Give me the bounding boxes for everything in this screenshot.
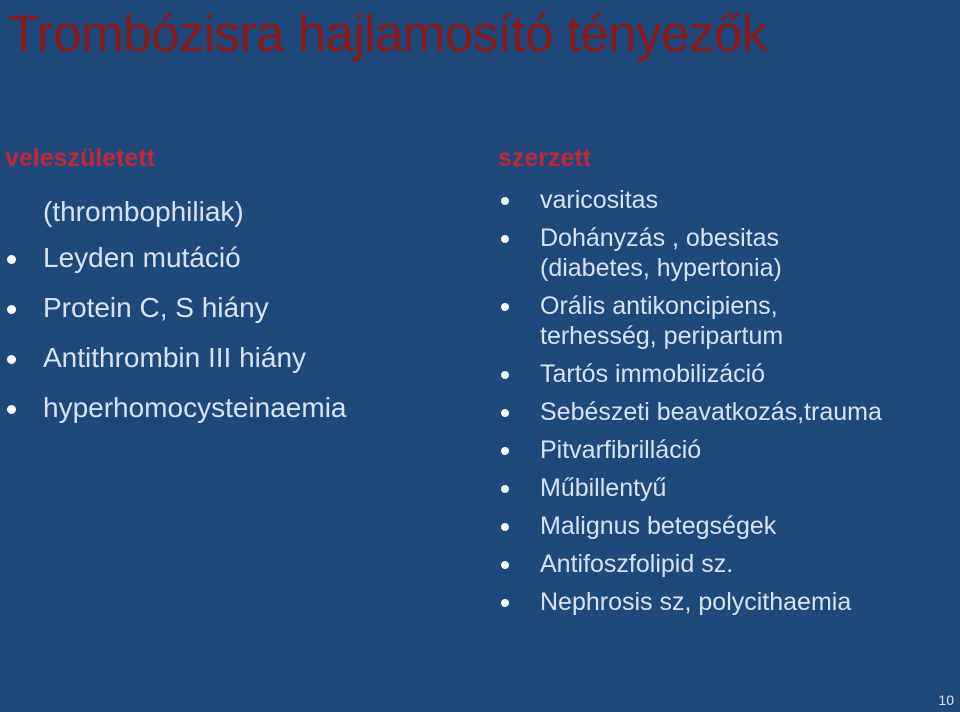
list-item (498, 185, 958, 215)
list-item (498, 223, 958, 283)
bullet-icon (501, 197, 509, 205)
list-item (5, 195, 455, 229)
bullet-icon (7, 405, 16, 414)
bullet-icon (501, 485, 509, 493)
list-item-label: Antifoszfolipid sz. (540, 550, 734, 578)
list-item (498, 511, 958, 541)
list-item (498, 359, 958, 389)
list-item-label: Malignus betegségek (540, 512, 777, 540)
acquired-factors-column (498, 143, 958, 625)
list-item-label: Pitvarfibrilláció (540, 436, 702, 464)
list-item (498, 435, 958, 465)
list-item (498, 587, 958, 617)
list-item (5, 241, 455, 275)
page-number: 10 (938, 692, 954, 708)
list-item-label: Nephrosis sz, polycithaemia (540, 588, 852, 616)
bullet-icon (501, 409, 509, 417)
list-item-label: Orális antikoncipiens, (540, 292, 778, 320)
list-item-label-continued: terhesség, peripartum (540, 322, 784, 350)
inherited-factors-column (5, 143, 455, 441)
list-item-label: hyperhomocysteinaemia (43, 392, 347, 423)
acquired-factors-list (498, 185, 958, 617)
list-item (498, 473, 958, 503)
bullet-icon (7, 355, 16, 364)
bullet-icon (501, 599, 509, 607)
list-item-label: Sebészeti beavatkozás,trauma (540, 398, 882, 426)
bullet-icon (501, 523, 509, 531)
list-item-label: Antithrombin III hiány (43, 342, 307, 373)
list-item-label: Műbillentyű (540, 474, 667, 502)
list-item (498, 397, 958, 427)
bullet-icon (7, 255, 16, 264)
list-item (5, 341, 455, 375)
bullet-icon (501, 371, 509, 379)
bullet-icon (7, 305, 16, 314)
inherited-heading: veleszületett (5, 144, 156, 172)
list-item-label: Protein C, S hiány (43, 292, 269, 323)
list-item (5, 391, 455, 425)
acquired-heading: szerzett (498, 144, 592, 172)
bullet-icon (501, 561, 509, 569)
list-item-label-continued: (diabetes, hypertonia) (540, 254, 782, 282)
list-item-label: Tartós immobilizáció (540, 360, 766, 388)
list-item-label: varicositas (540, 186, 659, 214)
list-item-label: Leyden mutáció (43, 242, 241, 273)
bullet-icon (501, 447, 509, 455)
list-item (498, 291, 958, 351)
list-item (5, 291, 455, 325)
inherited-factors-list (5, 195, 455, 425)
bullet-icon (501, 235, 509, 243)
slide-title: Trombózisra hajlamosító tényezők (8, 5, 767, 62)
list-item (498, 549, 958, 579)
inherited-intro: (thrombophiliak) (43, 196, 244, 227)
list-item-label: Dohányzás , obesitas (540, 224, 780, 252)
bullet-icon (501, 303, 509, 311)
